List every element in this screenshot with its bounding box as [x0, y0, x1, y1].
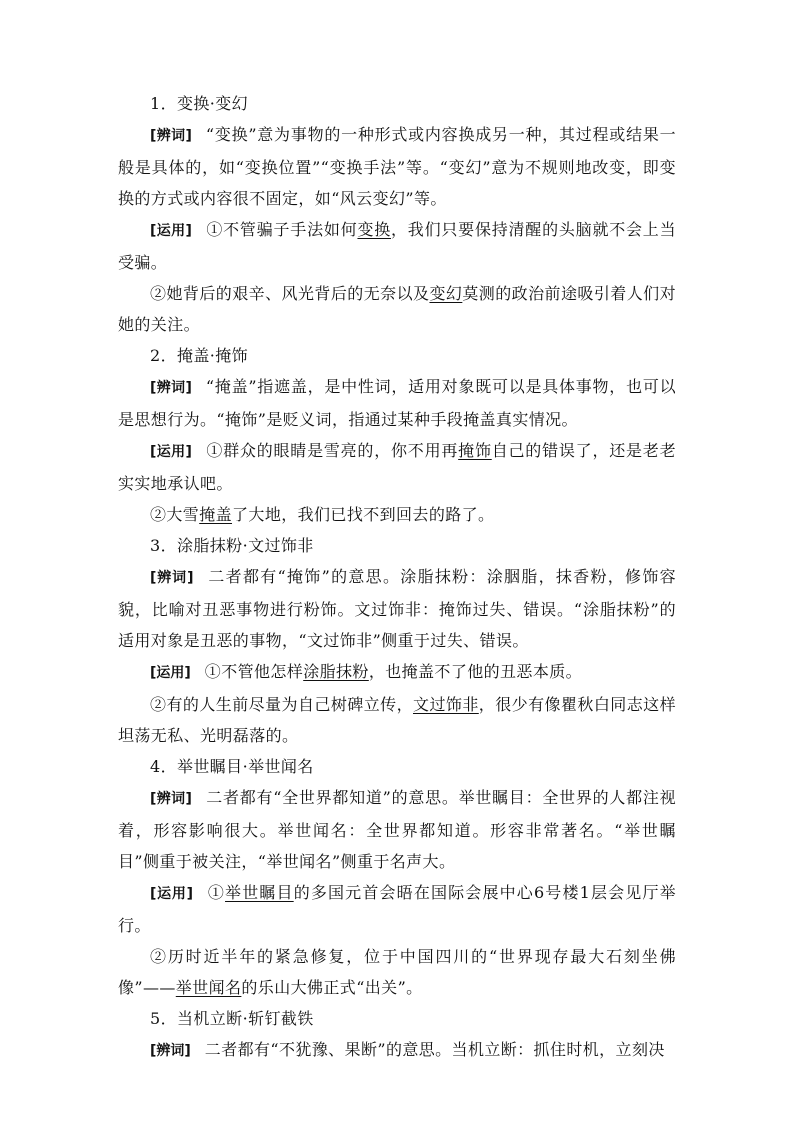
bianci-tag: [辨词]	[150, 128, 192, 144]
bianci-text: 二者都有“不犹豫、果断”的意思。当机立断：抓住时机，立刻决	[204, 1040, 665, 1059]
yunyong-tag: [运用]	[150, 665, 191, 681]
underlined-term: 举世闻名	[175, 978, 242, 997]
example-paragraph	[118, 941, 676, 1003]
example-text: 了大地，我们已找不到回去的路了。	[232, 505, 495, 524]
bianci-text: “掩盖”指遮盖，是中性词，适用对象既可以是具体事物，也可以是思想行为。“掩饰”是贬义词，指通过某种手段掩盖真实情况。	[118, 377, 676, 429]
bianci-text: “变换”意为事物的一种形式或内容换成另一种，其过程或结果一般是具体的，如“变换位置”“变换手法”等。“变幻”意为不规则地改变，即变换的方式或内容很不固定，如“风云变幻”等。	[118, 125, 676, 208]
example-text: 的多国元首会晤在国际会展中心6号楼1层会见厅举行。	[118, 883, 677, 935]
example-text: ②她背后的艰辛、风光背后的无奈以及	[150, 284, 430, 303]
example-text: ②历时近半年的紧急修复，位于中国四川的“世界现存最大石刻坐佛像”——	[118, 947, 676, 997]
bianci-paragraph	[118, 119, 676, 214]
underlined-term: 举世瞩目	[225, 883, 294, 902]
yunyong-tag: [运用]	[150, 444, 192, 460]
underlined-term: 掩饰	[458, 441, 492, 460]
section-heading: 4．举世瞩目·举世闻名	[150, 757, 314, 776]
example-text: ②大雪	[150, 505, 200, 524]
bianci-paragraph	[118, 371, 676, 435]
example-text: 的乐山大佛正式“出关”。	[241, 978, 423, 997]
example-text: ①群众的眼睛是雪亮的，你不用再	[205, 441, 459, 460]
bianci-tag: [辨词]	[150, 1043, 191, 1059]
underlined-term: 涂脂抹粉	[303, 662, 369, 681]
example-text: ①	[207, 883, 226, 902]
bianci-paragraph	[118, 782, 676, 877]
yunyong-tag: [运用]	[150, 886, 194, 902]
example-paragraph	[118, 278, 676, 340]
example-text: ①不管骗子手法如何	[205, 220, 358, 239]
example-text: ，我们只要保持清醒的头脑就不会上当受骗。	[118, 220, 676, 272]
bianci-text: 二者都有“全世界都知道”的意思。举世瞩目：全世界的人都注视着，形容影响很大。举世闻名：全世界都知道。形容非常著名。“举世瞩目”侧重于被关注，“举世闻名”侧重于名声大。	[118, 788, 677, 871]
example-text: ①不管他怎样	[204, 662, 304, 681]
example-paragraph	[118, 499, 676, 530]
section-heading: 2．掩盖·掩饰	[150, 346, 249, 365]
yunyong-paragraph	[118, 214, 676, 278]
example-text: 自己的错误了，还是老老实实地承认吧。	[118, 441, 676, 493]
bianci-tag: [辨词]	[150, 380, 192, 396]
bianci-tag: [辨词]	[150, 570, 194, 586]
underlined-term: 变幻	[429, 284, 463, 303]
yunyong-paragraph	[118, 877, 676, 941]
bianci-paragraph	[118, 561, 676, 656]
yunyong-tag: [运用]	[150, 223, 192, 239]
section-heading: 1．变换·变幻	[150, 94, 249, 113]
example-text: 莫测的政治前途吸引着人们对她的关注。	[118, 284, 676, 334]
bianci-tag: [辨词]	[150, 791, 192, 807]
bianci-text: 二者都有“掩饰”的意思。涂脂抹粉：涂胭脂，抹香粉，修饰容貌，比喻对丑恶事物进行粉饰。文过饰非：掩饰过失、错误。“涂脂抹粉”的适用对象是丑恶的事物，“文过饰非”侧重于过失、错误。	[118, 567, 677, 650]
section-heading: 5．当机立断·斩钉截铁	[150, 1009, 314, 1028]
example-text: ②有的人生前尽量为自己树碑立传，	[150, 695, 414, 714]
example-text: ，很少有像瞿秋白同志这样坦荡无私、光明磊落的。	[118, 695, 676, 745]
example-paragraph	[118, 689, 676, 751]
document-content	[118, 88, 676, 1067]
section-heading: 3．涂脂抹粉·文过饰非	[150, 536, 314, 555]
yunyong-paragraph	[118, 435, 676, 499]
example-text: ，也掩盖不了他的丑恶本质。	[368, 662, 583, 681]
bianci-paragraph	[118, 1034, 676, 1067]
underlined-term: 掩盖	[199, 505, 233, 524]
underlined-term: 变换	[357, 220, 392, 239]
underlined-term: 文过饰非	[413, 695, 479, 714]
yunyong-paragraph	[118, 656, 676, 689]
